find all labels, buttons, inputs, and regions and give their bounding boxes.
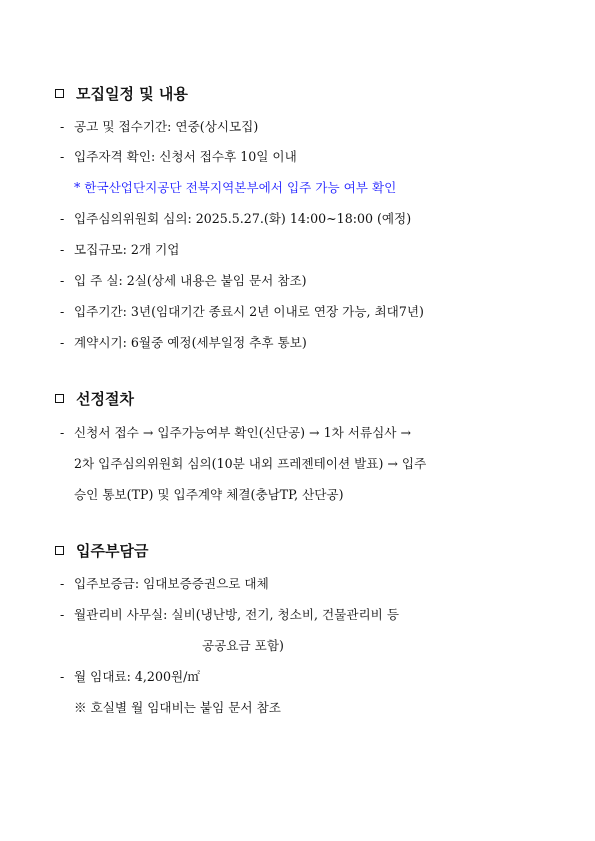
list-item <box>60 147 297 167</box>
section-title-charges <box>55 539 148 563</box>
item-text: 월 임대료: 4,200원/㎡ <box>74 669 200 684</box>
list-item-continuation <box>202 636 284 656</box>
item-text: 계약시기: 6월중 예정(세부일정 추후 통보) <box>74 335 307 350</box>
dash-bullet: - <box>60 273 65 288</box>
item-text: 모집규모: 2개 기업 <box>74 242 180 257</box>
list-item <box>60 605 399 625</box>
list-item-continuation <box>74 454 426 474</box>
item-text: 신청서 접수 → 입주가능여부 확인(신단공) → 1차 서류심사 → <box>74 425 411 440</box>
item-text: 입주심의위원회 심의: 2025.5.27.(화) 14:00~18:00 (예정) <box>74 211 412 226</box>
dash-bullet: - <box>60 211 65 226</box>
item-text: 2차 입주심의위원회 심의(10분 내외 프레젠테이션 발표) → 입주 <box>74 456 427 471</box>
section-title-schedule <box>55 82 188 106</box>
dash-bullet: - <box>60 304 65 319</box>
section-title-text: 입주부담금 <box>76 542 149 560</box>
item-text: ※ 호실별 월 임대비는 붙임 문서 참조 <box>74 700 281 715</box>
list-item <box>60 271 307 291</box>
dash-bullet: - <box>60 335 65 350</box>
list-item <box>60 333 307 353</box>
section-title-text: 모집일정 및 내용 <box>76 85 188 103</box>
checkbox-square-icon <box>55 89 64 98</box>
note-line <box>74 178 396 198</box>
section-title-text: 선정절차 <box>76 390 134 408</box>
dash-bullet: - <box>60 576 65 591</box>
reference-note <box>74 698 281 718</box>
item-text: 승인 통보(TP) 및 입주계약 체결(충남TP, 산단공) <box>74 487 344 502</box>
dash-bullet: - <box>60 425 65 440</box>
dash-bullet: - <box>60 242 65 257</box>
item-text: 입 주 실: 2실(상세 내용은 붙임 문서 참조) <box>74 273 307 288</box>
section-title-procedure <box>55 387 134 411</box>
dash-bullet: - <box>60 119 65 134</box>
dash-bullet: - <box>60 607 65 622</box>
list-item <box>60 240 179 260</box>
list-item <box>60 209 411 229</box>
item-text: 입주기간: 3년(임대기간 종료시 2년 이내로 연장 가능, 최대7년) <box>74 304 424 319</box>
list-item <box>60 574 269 594</box>
list-item-continuation <box>74 485 344 505</box>
item-text: 공공요금 포함) <box>202 638 284 653</box>
item-text: 입주자격 확인: 신청서 접수후 10일 이내 <box>74 149 297 164</box>
note-text: * 한국산업단지공단 전북지역본부에서 입주 가능 여부 확인 <box>74 180 397 195</box>
list-item <box>60 117 258 137</box>
item-text: 입주보증금: 임대보증증권으로 대체 <box>74 576 269 591</box>
checkbox-square-icon <box>55 546 64 555</box>
item-text: 공고 및 접수기간: 연중(상시모집) <box>74 119 259 134</box>
dash-bullet: - <box>60 149 65 164</box>
list-item <box>60 423 411 443</box>
dash-bullet: - <box>60 669 65 684</box>
list-item <box>60 667 200 687</box>
checkbox-square-icon <box>55 394 64 403</box>
list-item <box>60 302 424 322</box>
item-text: 월관리비 사무실: 실비(냉난방, 전기, 청소비, 건물관리비 등 <box>74 607 399 622</box>
